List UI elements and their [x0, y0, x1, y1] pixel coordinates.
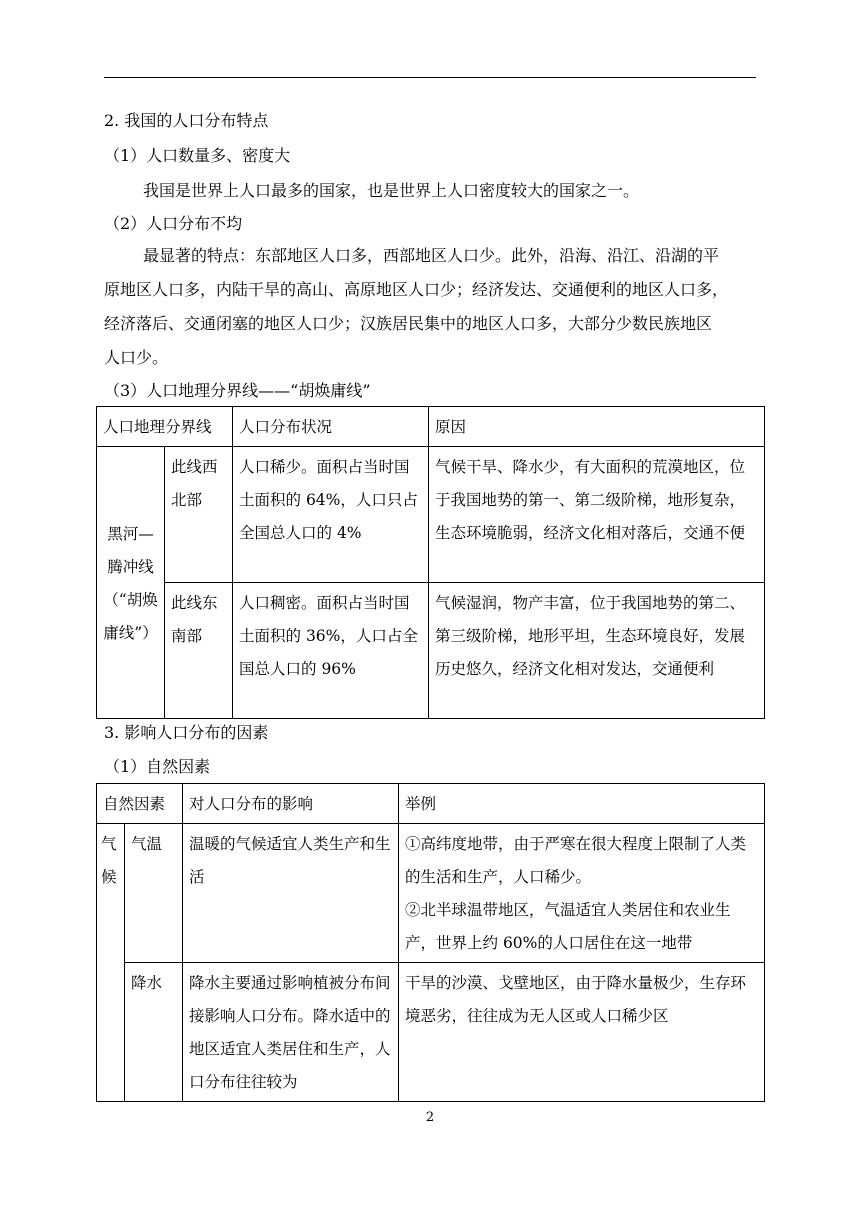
boundary-line-label: 黑河—腾冲线（“胡焕庸线”）	[97, 447, 165, 719]
table-header-cell: 自然因素	[97, 784, 183, 824]
examples-cell	[399, 824, 765, 963]
climate-label: 气候	[97, 824, 125, 1102]
example-item: ②北半球温带地区，气温适宜人类居住和农业生产，世界上约 60%的人口居住在这一地带	[405, 901, 731, 952]
examples-cell	[399, 963, 765, 1102]
paragraph-line: 原地区人口多，内陆干旱的高山、高原地区人口少；经济发达、交通便利的地区人口多，	[104, 280, 729, 299]
status-cell: 人口稀少。面积占当时国土面积的 64%，人口只占全国总人口的 4%	[233, 447, 429, 583]
effect-cell: 降水主要通过影响植被分布间接影响人口分布。降水适中的地区适宜人类居住和生产，人口分布往往较为	[183, 963, 399, 1102]
paragraph-population-density: 我国是世界上人口最多的国家，也是世界上人口密度较大的国家之一。	[143, 181, 640, 200]
example-item: ①高纬度地带，由于严寒在很大程度上限制了人类的生活和生产，人口稀少。	[405, 835, 747, 886]
paragraph-line: 人口少。	[104, 348, 169, 367]
header-rule	[104, 77, 756, 78]
region-cell: 此线东南部	[165, 583, 233, 719]
reason-cell: 气候湿润，物产丰富，位于我国地势的第二、第三级阶梯，地形平坦，生态环境良好，发展历史悠久，经济文化相对发达，交通便利	[429, 583, 765, 719]
effect-cell: 温暖的气候适宜人类生产和生活	[183, 824, 399, 963]
reason-cell: 气候干旱、降水少，有大面积的荒漠地区，位于我国地势的第一、第二级阶梯，地形复杂，生态环境脆弱，经济文化相对落后，交通不便	[429, 447, 765, 583]
table-header-cell: 原因	[429, 407, 765, 447]
table-header-cell: 人口地理分界线	[97, 407, 233, 447]
table-header-row	[97, 784, 765, 824]
factor-cell: 降水	[125, 963, 183, 1102]
table-header-cell: 举例	[399, 784, 765, 824]
subsection-natural-factors-heading: （1）自然因素	[104, 757, 211, 776]
table-header-row	[97, 407, 765, 447]
hu-line-table	[96, 406, 765, 719]
table-row	[97, 447, 765, 583]
natural-factors-table	[96, 783, 765, 1102]
section-3-heading: 3. 影响人口分布的因素	[104, 723, 269, 742]
subsection-1-heading: （1）人口数量多、密度大	[104, 146, 291, 165]
status-cell: 人口稠密。面积占当时国土面积的 36%，人口占全国总人口的 96%	[233, 583, 429, 719]
paragraph-line: 经济落后、交通闭塞的地区人口少；汉族居民集中的地区人口多，大部分少数民族地区	[104, 314, 713, 333]
factor-cell: 气温	[125, 824, 183, 963]
paragraph-line: 最显著的特点：东部地区人口多，西部地区人口少。此外，沿海、沿江、沿湖的平	[143, 246, 720, 265]
table-row	[97, 963, 765, 1102]
section-2-heading: 2. 我国的人口分布特点	[104, 111, 269, 130]
table-header-cell: 人口分布状况	[233, 407, 429, 447]
table-row	[97, 824, 765, 963]
page-number: 2	[425, 1110, 435, 1125]
region-cell: 此线西北部	[165, 447, 233, 583]
example-item: 干旱的沙漠、戈壁地区，由于降水量极少，生存环境恶劣，往往成为无人区或人口稀少区	[405, 974, 747, 1025]
table-header-cell: 对人口分布的影响	[183, 784, 399, 824]
table-row	[97, 583, 765, 719]
subsection-3-heading: （3）人口地理分界线——“胡焕庸线”	[104, 381, 371, 400]
subsection-2-heading: （2）人口分布不均	[104, 214, 243, 233]
